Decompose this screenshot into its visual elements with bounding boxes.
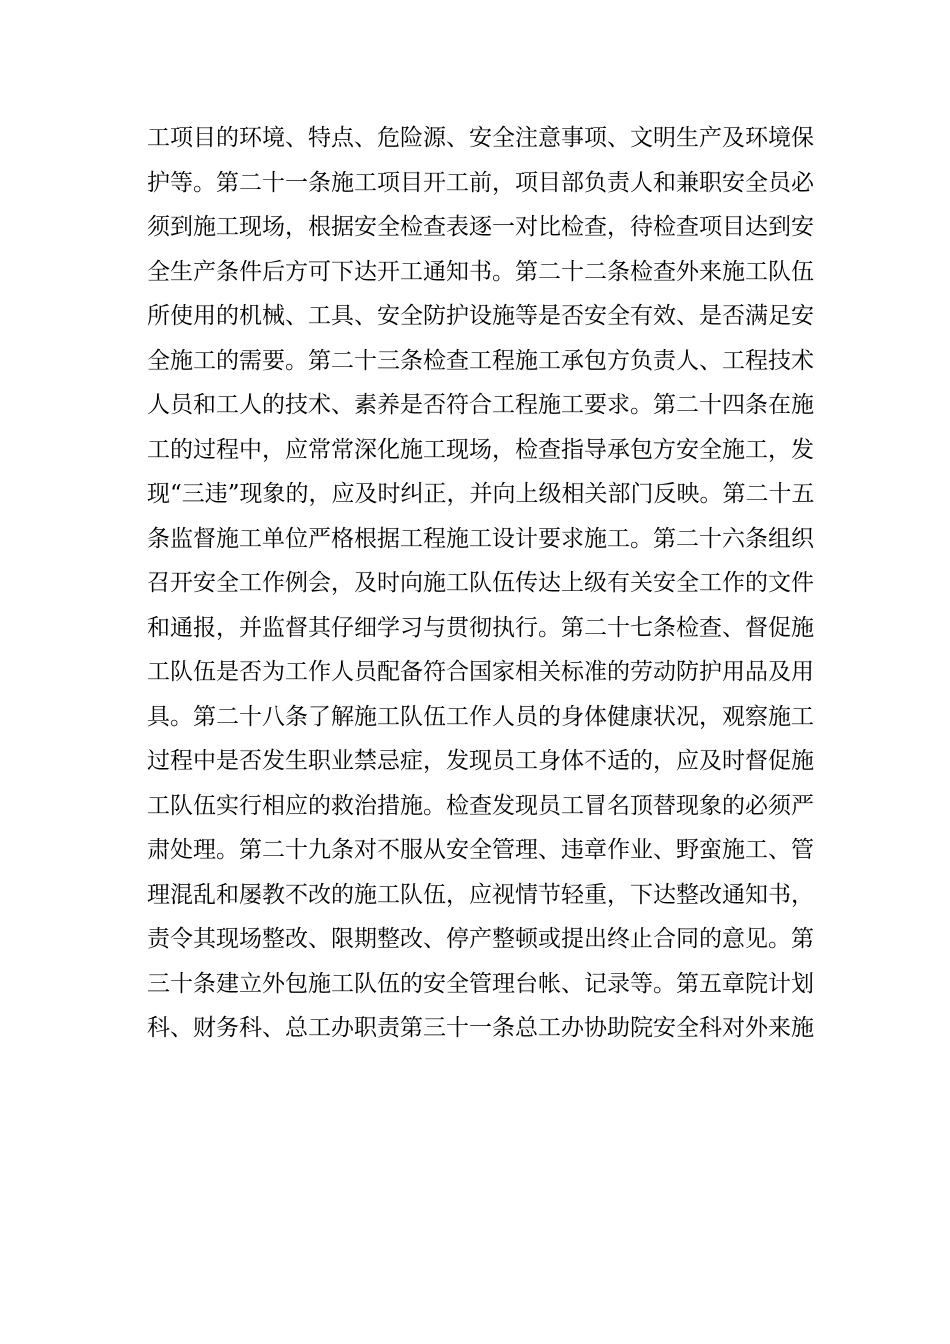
text-line-16: 工队伍实行相应的救治措施。检查发现员工冒名顶替现象的必须严: [147, 792, 814, 819]
text-line-1: 工项目的环境、特点、危险源、安全注意事项、文明生产及环境保: [147, 125, 814, 151]
text-line-20: 三十条建立外包施工队伍的安全管理台帐、记录等。第五章院计划: [147, 970, 814, 997]
text-line-15: 过程中是否发生职业禁忌症，发现员工身体不适的，应及时督促施: [147, 748, 814, 774]
text-line-4: 全生产条件后方可下达开工通知书。第二十二条检查外来施工队伍: [147, 258, 814, 285]
text-line-14: 具。第二十八条了解施工队伍工作人员的身体健康状况，观察施工: [147, 703, 814, 730]
text-line-3: 须到施工现场，根据安全检查表逐一对比检查，待检查项目达到安: [147, 214, 814, 240]
text-line-8: 工的过程中，应常常深化施工现场，检查指导承包方安全施工，发: [147, 436, 814, 463]
text-line-18: 理混乱和屡教不改的施工队伍，应视情节轻重，下达整改通知书，: [147, 881, 814, 908]
text-line-17: 肃处理。第二十九条对不服从安全管理、违章作业、野蛮施工、管: [147, 837, 814, 863]
text-line-10: 条监督施工单位严格根据工程施工设计要求施工。第二十六条组织: [147, 525, 814, 552]
body-text: [147, 116, 815, 1051]
text-line-7: 人员和工人的技术、素养是否符合工程施工要求。第二十四条在施: [147, 392, 814, 418]
text-line-2: 护等。第二十一条施工项目开工前，项目部负责人和兼职安全员必: [147, 169, 814, 196]
text-line-19: 责令其现场整改、限期整改、停产整顿或提出终止合同的意见。第: [147, 926, 814, 952]
text-line-11: 召开安全工作例会，及时向施工队伍传达上级有关安全工作的文件: [147, 570, 814, 596]
text-line-5: 所使用的机械、工具、安全防护设施等是否安全有效、是否满足安: [147, 303, 814, 329]
text-line-9: 现“三违”现象的，应及时纠正，并向上级相关部门反映。第二十五: [147, 481, 815, 507]
text-line-12: 和通报，并监督其仔细学习与贯彻执行。第二十七条检查、督促施: [147, 614, 814, 641]
text-line-6: 全施工的需要。第二十三条检查工程施工承包方负责人、工程技术: [147, 347, 814, 374]
text-line-13: 工队伍是否为工作人员配备符合国家相关标准的劳动防护用品及用: [147, 659, 814, 685]
text-line-21: 科、财务科、总工办职责第三十一条总工办协助院安全科对外来施: [147, 1015, 814, 1041]
